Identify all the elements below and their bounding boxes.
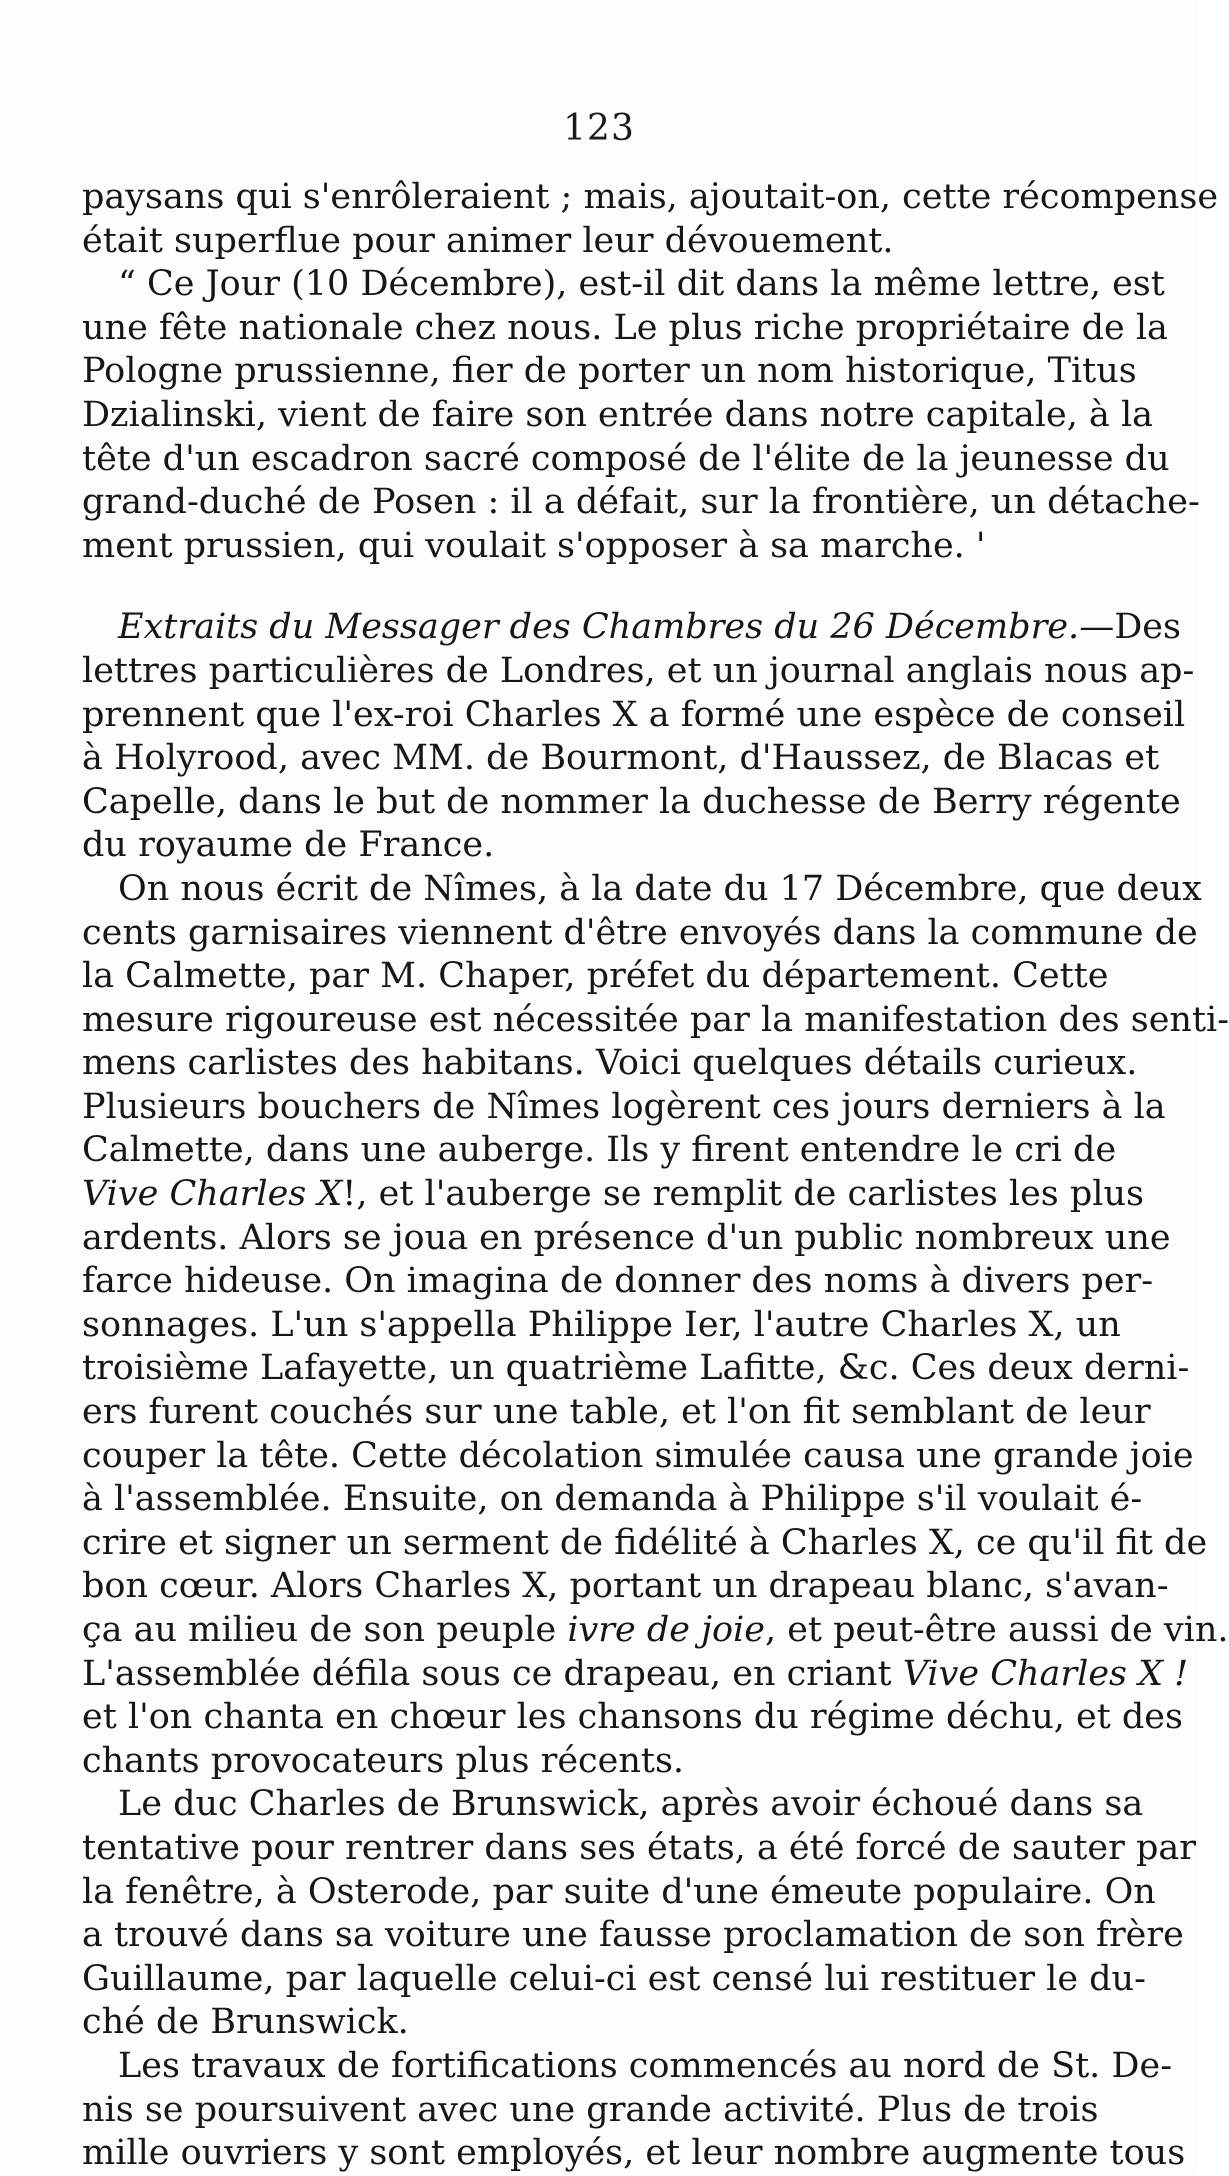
text-line: à l'assemblée. Ensuite, on demanda à Philippe s'il voulait é-: [82, 1479, 1143, 1520]
text-line: L'assemblée défila sous ce drapeau, en criant Vive Charles X !: [82, 1653, 1189, 1694]
italic-heading: Extraits du Messager des Chambres du 26 Décembre.: [118, 607, 1080, 648]
text-line: Calmette, dans une auberge. Ils y firent entendre le cri de: [82, 1130, 1117, 1171]
text-line: ça au milieu de son peuple ivre de joie, et peut-être aussi de vin.: [82, 1610, 1229, 1650]
text-line: du royaume de France.: [82, 825, 495, 866]
body-text: [82, 176, 1229, 2176]
text-line: une fête nationale chez nous. Le plus riche propriétaire de la: [82, 307, 1168, 348]
text-line: Pologne prussienne, fier de porter un nom historique, Titus: [82, 351, 1137, 392]
text-line: ment prussien, qui voulait s'opposer à sa marche. ': [82, 525, 986, 566]
text-line: cents garnisaires viennent d'être envoyés dans la commune de: [82, 912, 1198, 953]
text-line: Plusieurs bouchers de Nîmes logèrent ces jours derniers à la: [82, 1086, 1166, 1127]
text-line: crire et signer un serment de fidélité à Charles X, ce qu'il fit de: [82, 1522, 1208, 1563]
paragraph-gap: [82, 568, 1092, 606]
paragraph-p2: [82, 263, 1200, 568]
text-line: Guillaume, par laquelle celui-ci est censé lui restituer le du-: [82, 1958, 1146, 1999]
text-line: la Calmette, par M. Chaper, préfet du département. Cette: [82, 956, 1109, 997]
text-line: farce hideuse. On imagina de donner des noms à divers per-: [82, 1261, 1154, 1302]
text-line: On nous écrit de Nîmes, à la date du 17 Décembre, que deux: [118, 868, 1202, 909]
page-number: 123: [563, 108, 635, 149]
text-line: grand-duché de Posen : il a défait, sur la frontière, un détache-: [82, 482, 1200, 523]
text-line: Le duc Charles de Brunswick, après avoir échoué dans sa: [118, 1784, 1144, 1825]
text-line: ardents. Alors se joua en présence d'un public nombreux une: [82, 1217, 1171, 1258]
text-line: bon cœur. Alors Charles X, portant un drapeau blanc, s'avan-: [82, 1566, 1169, 1607]
paragraph-p6: [82, 2045, 1186, 2176]
text-line: paysans qui s'enrôleraient ; mais, ajoutait-on, cette récompense: [82, 177, 1219, 217]
text-line: lettres particulières de Londres, et un journal anglais nous ap-: [82, 650, 1195, 691]
text-line: était superflue pour animer leur dévouement.: [82, 220, 894, 261]
paragraph-p1: [82, 176, 1219, 263]
text-line: ers furent couchés sur une table, et l'on fit semblant de leur: [82, 1392, 1151, 1433]
text-line: mens carlistes des habitans. Voici quelques détails curieux.: [82, 1043, 1138, 1084]
text-line: la fenêtre, à Osterode, par suite d'une émeute populaire. On: [82, 1871, 1156, 1912]
text-line: nis se poursuivent avec une grande activité. Plus de trois: [82, 2089, 1099, 2130]
text-line: tête d'un escadron sacré composé de l'élite de la jeunesse du: [82, 438, 1170, 479]
text-line: et l'on chanta en chœur les chansons du régime déchu, et des: [82, 1697, 1183, 1738]
text-line: couper la tête. Cette décolation simulée causa une grande joie: [82, 1435, 1194, 1476]
text-line: troisième Lafayette, un quatrième Lafitte, &c. Ces deux derni-: [82, 1348, 1190, 1389]
paragraph-p3: [82, 606, 1195, 868]
text-line: Dzialinski, vient de faire son entrée dans notre capitale, à la: [82, 394, 1154, 435]
text-line: à Holyrood, avec MM. de Bourmont, d'Haussez, de Blacas et: [82, 738, 1160, 779]
text-line: Capelle, dans le but de nommer la duchesse de Berry régente: [82, 781, 1181, 822]
text-line: mesure rigoureuse est nécessitée par la manifestation des senti-: [82, 999, 1229, 1040]
text-line: sonnages. L'un s'appella Philippe Ier, l'autre Charles X, un: [82, 1304, 1121, 1345]
text-line: “ Ce Jour (10 Décembre), est-il dit dans la même lettre, est: [118, 264, 1165, 305]
text-line: chants provocateurs plus récents.: [82, 1740, 685, 1781]
text-line: Vive Charles X!, et l'auberge se remplit de carlistes les plus: [82, 1174, 1144, 1215]
paragraph-p5: [82, 1783, 1196, 2045]
text-line: a trouvé dans sa voiture une fausse proclamation de son frère: [82, 1915, 1184, 1956]
text-line: Extraits du Messager des Chambres du 26 Décembre.—Des: [118, 607, 1181, 648]
text-line: tentative pour rentrer dans ses états, a été forcé de sauter par: [82, 1827, 1196, 1868]
text-line: mille ouvriers y sont employés, et leur nombre augmente tous: [82, 2133, 1186, 2174]
text-line: Les travaux de fortifications commencés au nord de St. De-: [118, 2045, 1173, 2086]
text-line: ché de Brunswick.: [82, 2002, 409, 2043]
text-line: prennent que l'ex-roi Charles X a formé une espèce de conseil: [82, 694, 1186, 735]
paragraph-p4: [82, 868, 1229, 1783]
